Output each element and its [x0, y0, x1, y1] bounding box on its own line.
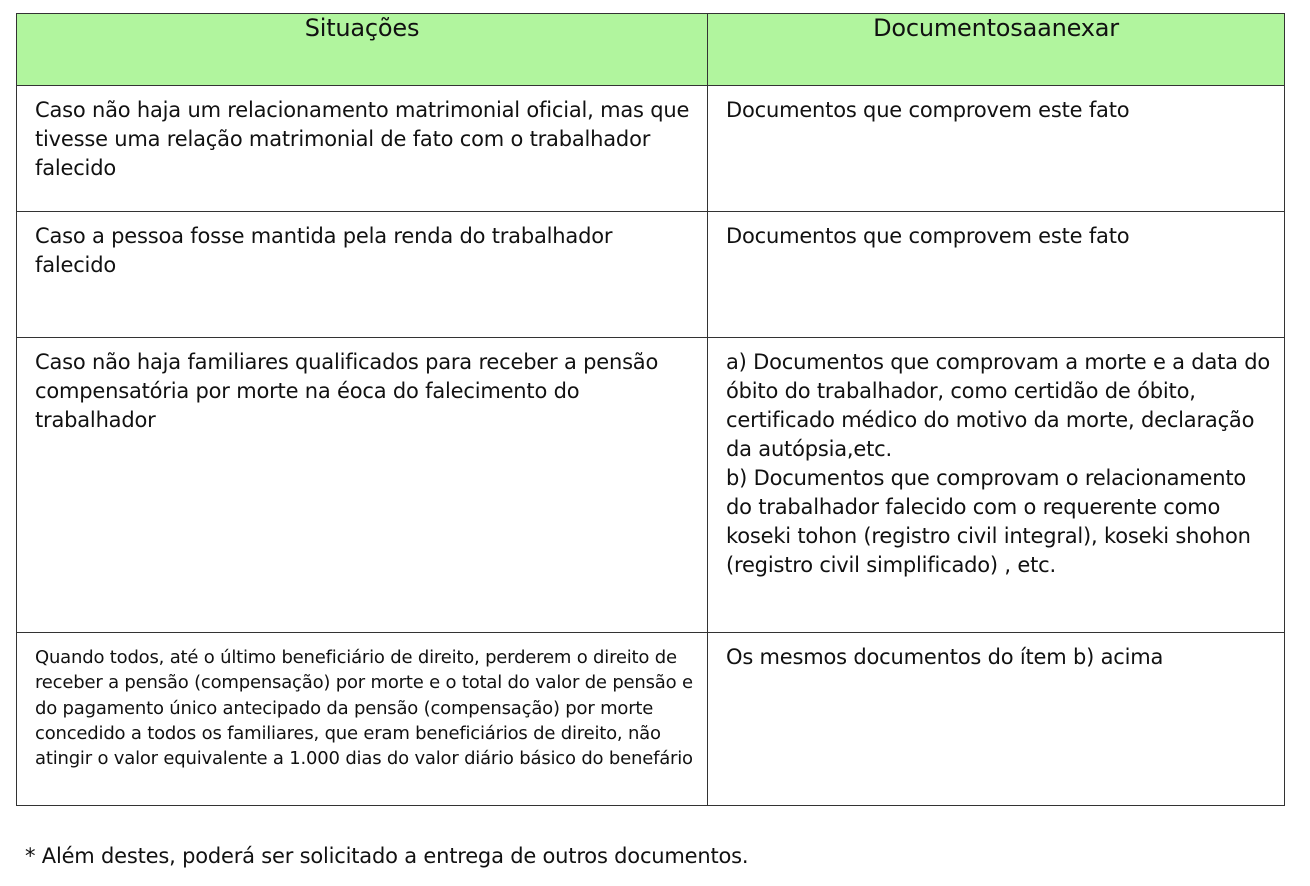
- table-row: [17, 633, 1285, 806]
- situation-cell: Quando todos, até o último beneficiário de direito, perderem o direito de receber a pensão (compensação) por morte e o total do valor de pensão e do pagamento único antecipado da pensão (compensação) por morte concedido a todos os familiares, que eram beneficiários de direito, não atingir o valor equivalente a 1.000 dias do valor diário básico do benefário: [17, 633, 708, 806]
- documents-cell: [708, 338, 1285, 633]
- table-row: [17, 338, 1285, 633]
- header-situations: Situações: [17, 14, 708, 86]
- situation-cell: Caso não haja familiares qualificados para receber a pensão compensatória por morte na éoca do falecimento do trabalhador: [17, 338, 708, 633]
- table-row: [17, 212, 1285, 338]
- documents-cell: Os mesmos documentos do ítem b) acima: [708, 633, 1285, 806]
- documents-cell: Documentos que comprovem este fato: [708, 212, 1285, 338]
- table-row: [17, 86, 1285, 212]
- situation-cell: Caso não haja um relacionamento matrimonial oficial, mas que tivesse uma relação matrimonial de fato com o trabalhador falecido: [17, 86, 708, 212]
- documents-cell: Documentos que comprovem este fato: [708, 86, 1285, 212]
- situation-cell: Caso a pessoa fosse mantida pela renda do trabalhador falecido: [17, 212, 708, 338]
- header-documents: Documentosaanexar: [708, 14, 1285, 86]
- footnote: * Além destes, poderá ser solicitado a entrega de outros documentos.: [25, 844, 749, 868]
- documents-item-b: b) Documentos que comprovam o relacionamento do trabalhador falecido com o requerente como koseki tohon (registro civil integral), koseki shohon (registro civil simplificado) , etc.: [726, 466, 1251, 577]
- table-header-row: [17, 14, 1285, 86]
- documents-table: [16, 13, 1285, 806]
- documents-item-a: a) Documentos que comprovam a morte e a data do óbito do trabalhador, como certidão de óbito, certificado médico do motivo da morte, declaração da autópsia,etc.: [726, 350, 1271, 461]
